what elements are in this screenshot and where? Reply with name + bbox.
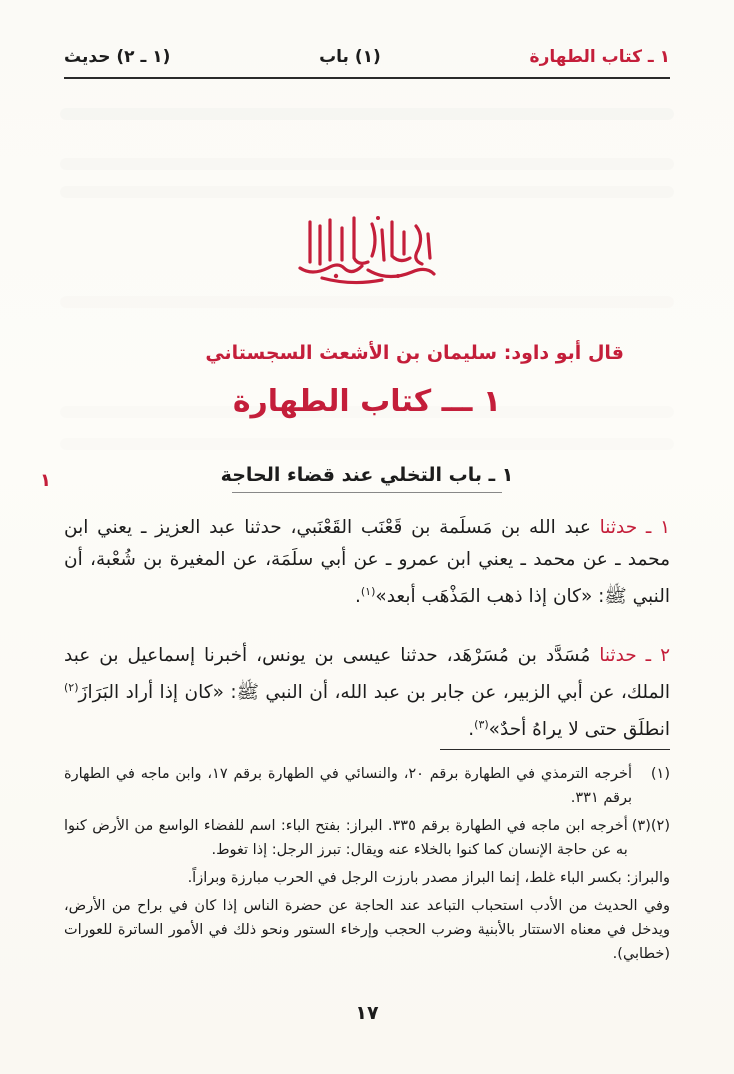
header-chapter: (١) باب bbox=[319, 47, 381, 67]
header-hadith-range: (١ ـ ٢) حديث bbox=[64, 47, 171, 67]
footnote-ref: (٢) bbox=[64, 681, 79, 694]
footnote bbox=[64, 762, 670, 810]
footnote-continuation: والبراز: بكسر الباء غلط، إنما البراز مصدر بارزت الرجل في الحرب مبارزة وبرازاً. bbox=[187, 870, 670, 886]
bleed-through bbox=[60, 158, 674, 170]
hadith-lead: ٢ ـ حدثنا bbox=[599, 645, 670, 666]
book-title: ١ ـــ كتاب الطهارة bbox=[232, 384, 502, 419]
hadith-2 bbox=[64, 640, 670, 746]
author-line: قال أبو داود: سليمان بن الأشعث السجستاني bbox=[205, 342, 624, 364]
hadith-end: . bbox=[354, 586, 361, 608]
header-book-title: ١ ـ كتاب الطهارة bbox=[529, 47, 670, 67]
basmala-calligraphy-icon bbox=[292, 210, 442, 290]
footnote-text: أخرجه الترمذي في الطهارة برقم ٢٠، والنسائي في الطهارة برقم ١٧، وابن ماجه في الطهارة برقم ٣٣١. bbox=[64, 766, 632, 806]
running-header bbox=[64, 40, 670, 74]
hadith-lead: ١ ـ حدثنا bbox=[599, 517, 670, 538]
footnotes bbox=[64, 762, 670, 970]
chapter-title: ١ ـ باب التخلي عند قضاء الحاجة bbox=[220, 464, 514, 486]
footnote-mark: (١) bbox=[650, 766, 670, 782]
bleed-through bbox=[60, 108, 674, 120]
footnote-ref: (٣) bbox=[474, 718, 489, 732]
footnote-mark: (٢)(٣) bbox=[631, 818, 670, 834]
bleed-through bbox=[60, 296, 674, 308]
footnote-ref: (١) bbox=[360, 585, 376, 598]
chapter-underline bbox=[232, 492, 502, 493]
footnote-rule bbox=[440, 749, 670, 750]
hadith-text-cont: انطلَق حتى لا يراهُ أحدٌ» bbox=[488, 719, 670, 741]
header-rule bbox=[64, 77, 670, 79]
hadith-text: عبد الله بن مَسلَمة بن قَعْنَب القَعْنَبي، حدثنا عبد العزيز ـ يعني ابن محمد ـ عن محمد ـ يعني ابن عمرو ـ عن أبي سلَمَة، عن المغيرة بن شُعْبة، أن النبي ﷺ: «كان إذا ذهب المَذْهَب أبعد» bbox=[64, 517, 670, 608]
hadith-text: مُسَدَّد بن مُسَرْهَد، حدثنا عيسى بن يونس، أخبرنا إسماعيل بن عبد الملك، عن أبي الزبير، عن جابر بن عبد الله، أن النبي ﷺ: «كان إذا أراد البَرَازَ bbox=[64, 645, 670, 704]
hadith-1 bbox=[64, 512, 670, 613]
bleed-through bbox=[60, 186, 674, 198]
bleed-through bbox=[60, 438, 674, 450]
footnote-continuation: وفي الحديث من الأدب استحباب التباعد عند الحاجة عن حضرة الناس إذا كان في براح من الأرض، ويدخل في معناه الاستتار بالأبنية وضرب الحجب وإرخاء الستور ونحو ذلك في الأمور الساترة للعورات (خطابي). bbox=[64, 898, 670, 962]
margin-number: ١ bbox=[40, 470, 51, 491]
footnote-text: أخرجه ابن ماجه في الطهارة برقم ٣٣٥. البراز: بفتح الباء: اسم للفضاء الواسع من الأرض كنوا به عن حاجة الإنسان كما كنوا بالخلاء عنه ويقال: تبرز الرجل: إذا تغوط. bbox=[64, 818, 628, 858]
footnote bbox=[64, 814, 670, 862]
hadith-end: . bbox=[468, 719, 475, 741]
page-number: ١٧ bbox=[355, 1002, 379, 1024]
